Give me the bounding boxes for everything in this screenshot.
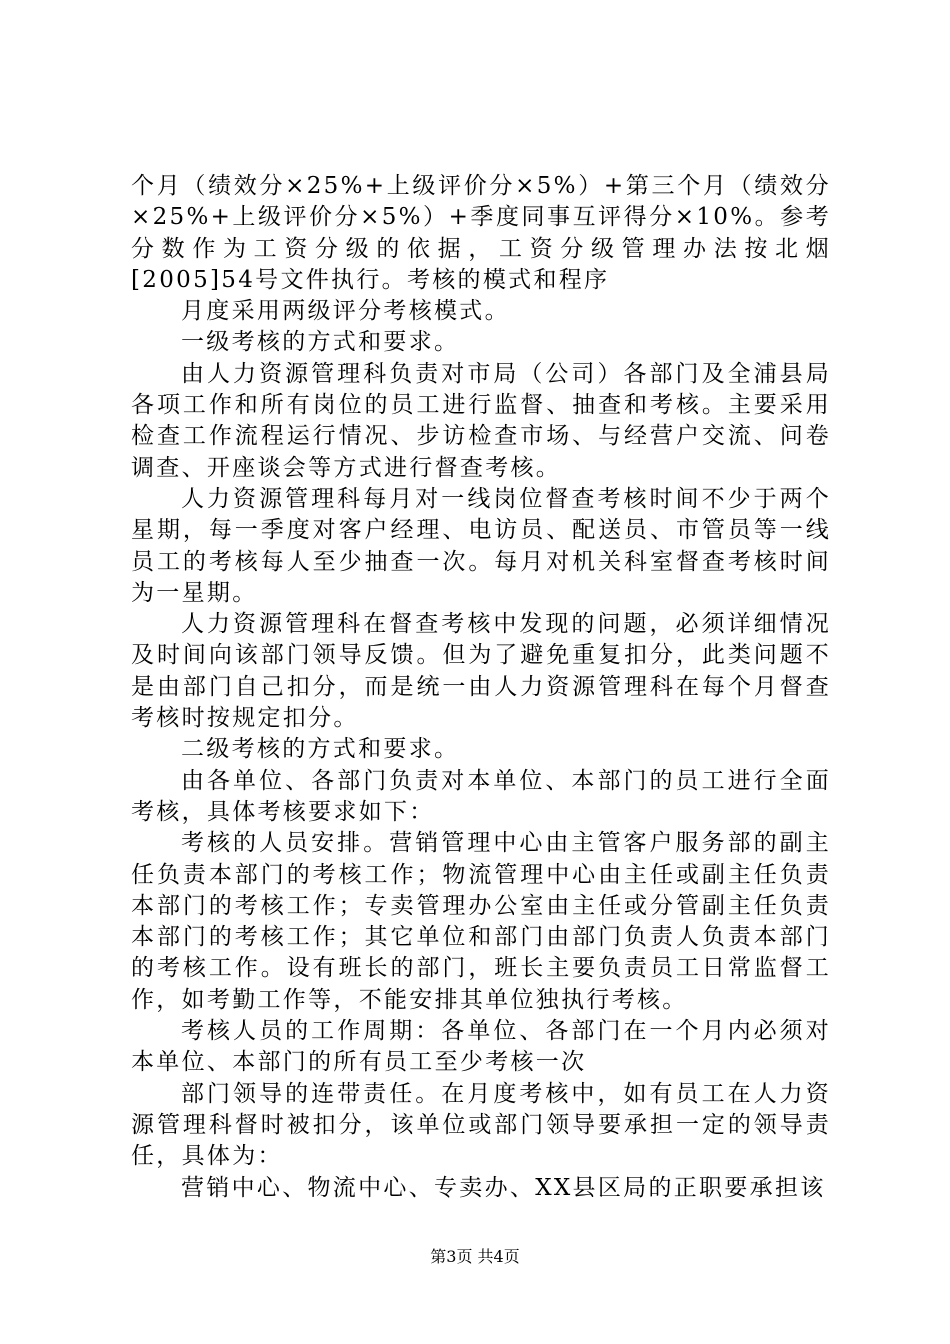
paragraph: 由各单位、各部门负责对本单位、本部门的员工进行全面考核，具体考核要求如下： <box>131 767 831 825</box>
page-number-footer: 第3页 共4页 <box>430 1247 520 1266</box>
paragraph: 考核的人员安排。营销管理中心由主管客户服务部的副主任负责本部门的考核工作；物流管理中心由主任或副主任负责本部门的考核工作；专卖管理办公室由主任或分管副主任负责本部门的考核工作；其它单位和部门由部门负责人负责本部门的考核工作。设有班长的部门，班长主要负责员工日常监督工作，如考勤工作等，不能安排其单位独执行考核。 <box>131 830 831 1013</box>
paragraph: 二级考核的方式和要求。 <box>181 736 460 763</box>
paragraph: 个月（绩效分×25%+上级评价分×5%）+第三个月（绩效分×25%+上级评价分×5%）+季度同事互评得分×10%。参考分数作为工资分级的依据，工资分级管理办法按北烟[2005]54号文件执行。考核的模式和程序 <box>131 173 831 293</box>
paragraph: 人力资源管理科在督查考核中发现的问题，必须详细情况及时间向该部门领导反馈。但为了避免重复扣分，此类问题不是由部门自己扣分，而是统一由人力资源管理科在每个月督查考核时按规定扣分。 <box>131 611 831 732</box>
paragraph: 由人力资源管理科负责对市局（公司）各部门及全浦县局各项工作和所有岗位的员工进行监督、抽查和考核。主要采用检查工作流程运行情况、步访检查市场、与经营户交流、问卷调查、开座谈会等方式进行督查考核。 <box>131 360 831 481</box>
paragraph: 营销中心、物流中心、专卖办、XX县区局的正职要承担该 <box>181 1174 826 1201</box>
paragraph: 月度采用两级评分考核模式。 <box>181 298 510 325</box>
document-body <box>131 171 831 1204</box>
paragraph: 人力资源管理科每月对一线岗位督查考核时间不少于两个星期，每一季度对客户经理、电访员、配送员、市管员等一线员工的考核每人至少抽查一次。每月对机关科室督查考核时间为一星期。 <box>131 485 831 606</box>
paragraph: 一级考核的方式和要求。 <box>181 329 460 356</box>
paragraph: 部门领导的连带责任。在月度考核中，如有员工在人力资源管理科督时被扣分，该单位或部门领导要承担一定的领导责任，具体为： <box>131 1080 831 1170</box>
paragraph: 考核人员的工作周期：各单位、各部门在一个月内必须对本单位、本部门的所有员工至少考核一次 <box>131 1018 831 1076</box>
